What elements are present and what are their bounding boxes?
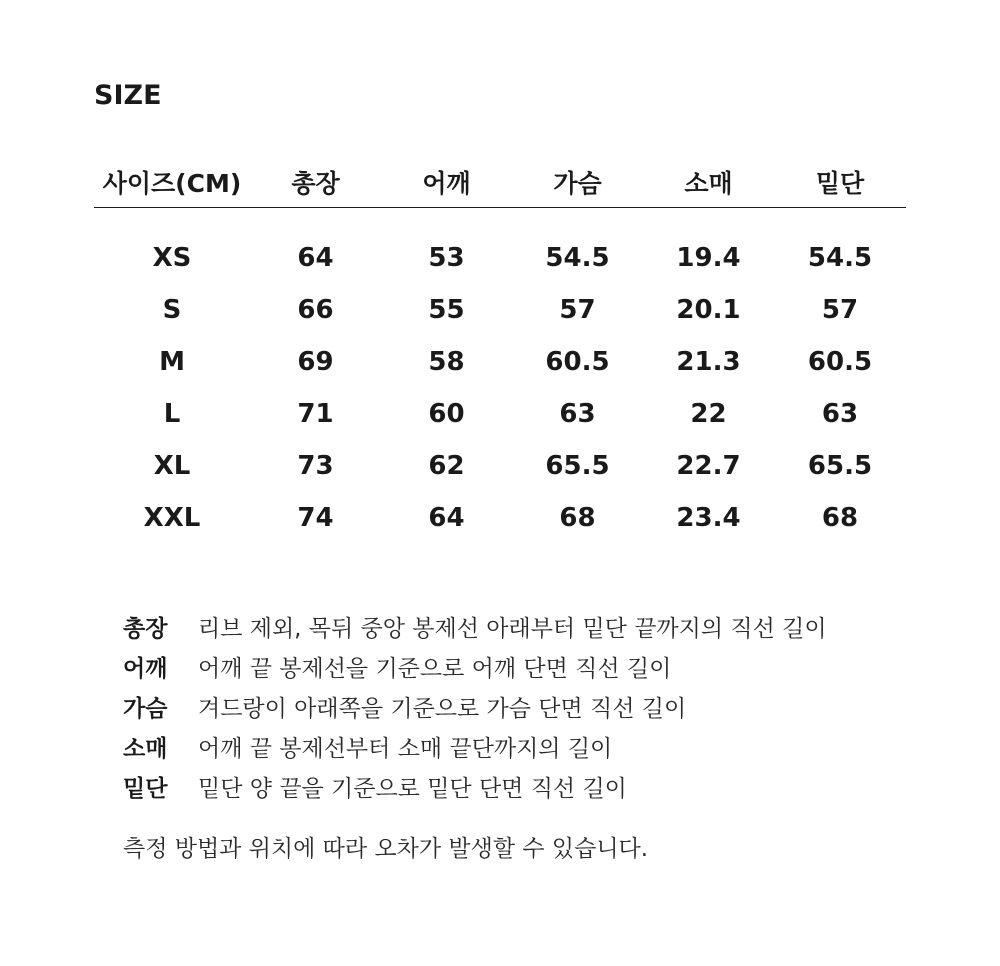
length-value: 69	[297, 347, 334, 377]
length-value: 74	[297, 503, 334, 533]
hem-value: 65.5	[807, 451, 873, 481]
table-row	[94, 440, 906, 492]
hem-value: 60.5	[807, 347, 873, 377]
shoulder-value: 64	[428, 503, 465, 533]
header-sleeve: 소매	[684, 169, 733, 198]
header-hem: 밑단	[815, 169, 865, 198]
sleeve-value: 21.3	[676, 347, 741, 377]
length-value: 73	[297, 451, 334, 481]
size-label: XS	[152, 243, 192, 273]
table-row	[94, 388, 906, 440]
definition-item	[123, 766, 827, 806]
hem-value: 57	[821, 295, 859, 325]
length-value: 64	[297, 243, 334, 273]
hem-value: 68	[821, 503, 859, 533]
table-header-row	[94, 157, 906, 208]
chest-value: 54.5	[545, 243, 610, 273]
definition-term: 밑단	[123, 775, 168, 802]
table-row	[94, 284, 906, 336]
shoulder-value: 55	[428, 295, 465, 325]
table-row	[94, 232, 906, 284]
sleeve-value: 22	[690, 399, 727, 429]
definition-description: 밑단 양 끝을 기준으로 밑단 단면 직선 길이	[198, 775, 627, 802]
definition-item	[123, 726, 827, 766]
header-size: 사이즈(CM)	[102, 169, 242, 198]
definition-term: 어깨	[123, 655, 168, 682]
hem-value: 63	[821, 399, 859, 429]
size-table	[94, 157, 906, 544]
chest-value: 57	[559, 295, 596, 325]
table-row	[94, 336, 906, 388]
chest-value: 65.5	[545, 451, 610, 481]
definition-description: 겨드랑이 아래쪽을 기준으로 가슴 단면 직선 길이	[198, 695, 687, 722]
size-label: S	[162, 295, 182, 325]
definition-description: 리브 제외, 목뒤 중앙 봉제선 아래부터 밑단 끝까지의 직선 길이	[198, 615, 827, 642]
definition-term: 가슴	[123, 695, 168, 722]
shoulder-value: 53	[428, 243, 465, 273]
hem-value: 54.5	[807, 243, 873, 273]
size-label: L	[163, 399, 181, 429]
sleeve-value: 19.4	[676, 243, 741, 273]
length-value: 71	[297, 399, 334, 429]
table-row	[94, 492, 906, 544]
header-length: 총장	[291, 169, 340, 198]
definition-description: 어깨 끝 봉제선부터 소매 끝단까지의 길이	[198, 735, 613, 762]
definition-term: 소매	[123, 735, 168, 762]
definition-term: 총장	[123, 615, 168, 642]
header-chest: 가슴	[553, 169, 602, 198]
shoulder-value: 58	[428, 347, 465, 377]
shoulder-value: 62	[428, 451, 465, 481]
length-value: 66	[297, 295, 334, 325]
size-label: M	[159, 347, 185, 377]
size-label: XXL	[143, 503, 201, 533]
chest-value: 60.5	[545, 347, 610, 377]
chest-value: 63	[559, 399, 596, 429]
chest-value: 68	[559, 503, 596, 533]
sleeve-value: 23.4	[676, 503, 741, 533]
page-title: SIZE	[94, 80, 162, 111]
definition-item	[123, 646, 827, 686]
size-label: XL	[153, 451, 191, 481]
measurement-definitions	[123, 606, 827, 806]
shoulder-value: 60	[428, 399, 465, 429]
definition-description: 어깨 끝 봉제선을 기준으로 어깨 단면 직선 길이	[198, 655, 672, 682]
definition-item	[123, 606, 827, 646]
sleeve-value: 20.1	[676, 295, 741, 325]
measurement-note: 측정 방법과 위치에 따라 오차가 발생할 수 있습니다.	[123, 836, 649, 862]
definition-item	[123, 686, 827, 726]
header-shoulder: 어깨	[422, 169, 471, 198]
sleeve-value: 22.7	[676, 451, 741, 481]
